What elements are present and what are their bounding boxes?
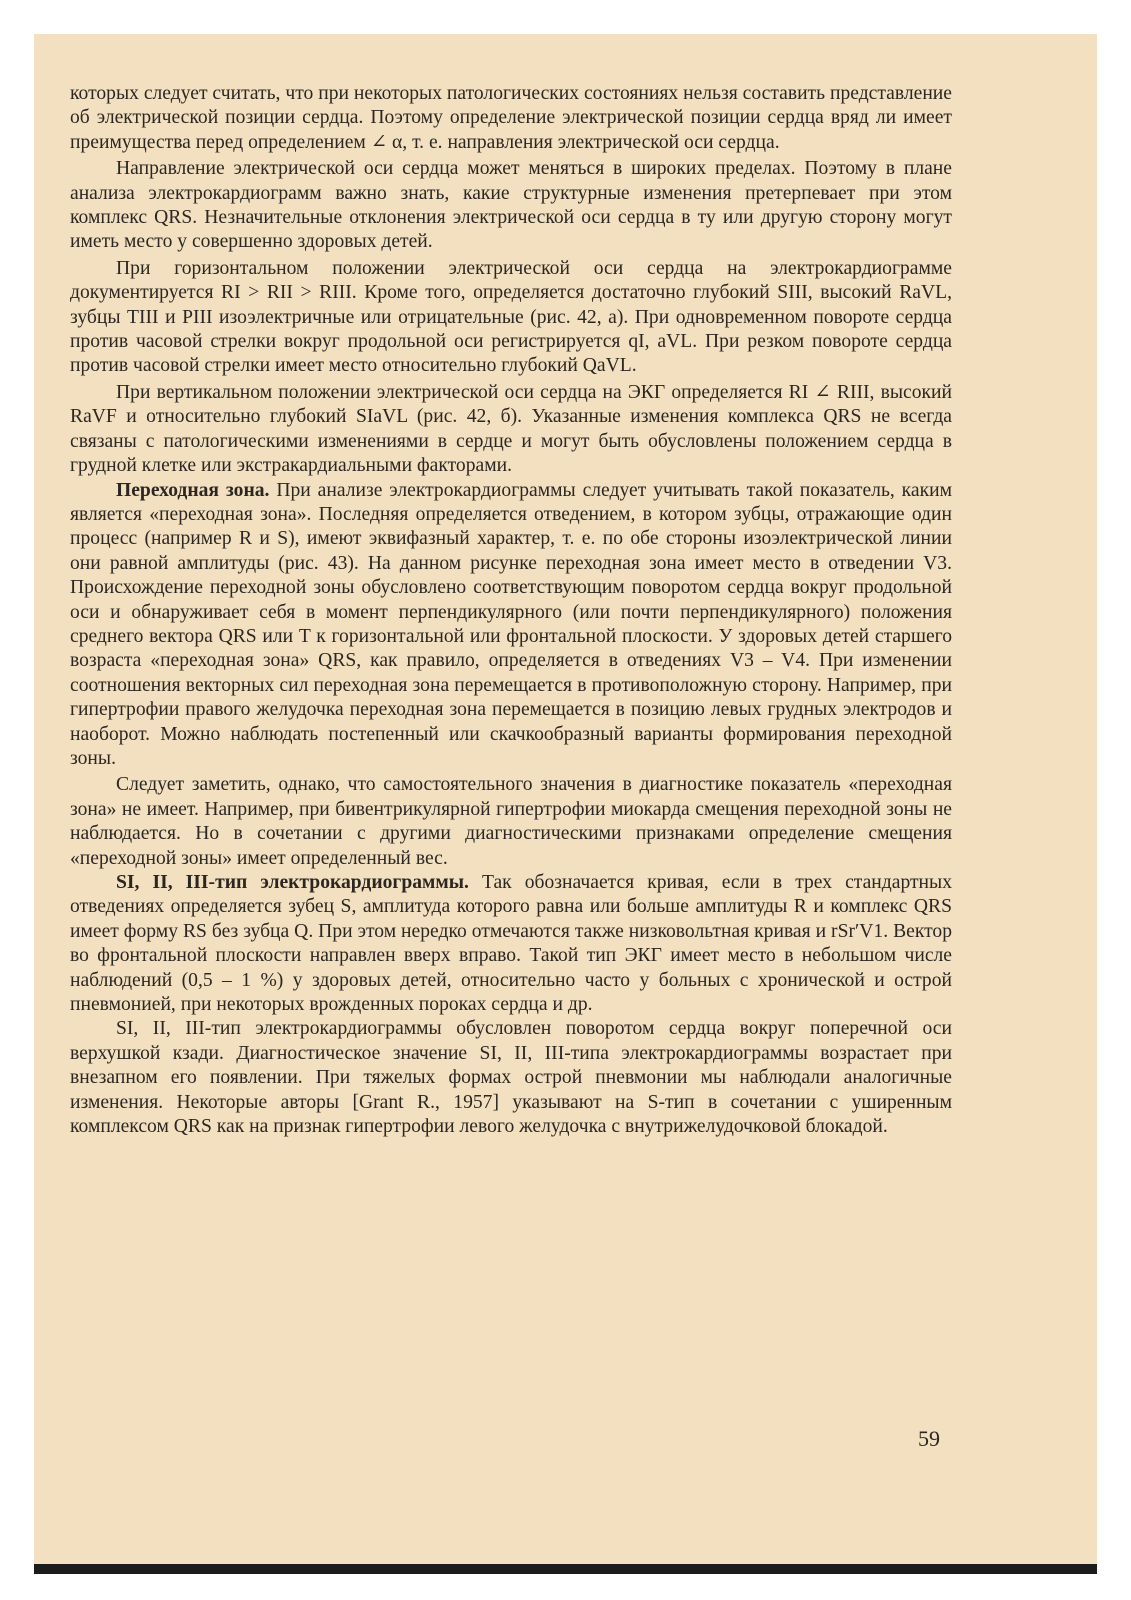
- paragraph-text: Направление электрической оси сердца может меняться в широких пределах. Поэтому в плане анализа электрокардиограмм важно знать, какие структурные изменения претерпевает при этом комплекс QRS. Незначительные отклонения электрической оси сердца в ту или другую сторону могут иметь место у совершенно здоровых детей.: [70, 158, 952, 253]
- paragraph-text: При анализе электрокардиограммы следует учитывать такой показатель, каким является «переходная зона». Последняя определяется отведением, в котором зубцы, отражающие один процесс (например R и S), имеют эквифазный характер, т. е. по обе стороны изоэлектрической линии они равной амплитуды (рис. 43). На данном рисунке переходная зона имеет место в отведении V3. Происхождение переходной зоны обусловлено соответствующим поворотом сердца вокруг продольной оси и обнаруживает себя в момент перпендикулярного (или почти перпендикулярного) положения среднего вектора QRS или T к горизонтальной или фронтальной плоскости. У здоровых детей старшего возраста «переходная зона» QRS, как правило, определяется в отведениях V3 – V4. При изменении соотношения векторных сил переходная зона перемещается в противоположную сторону. Например, при гипертрофии правого желудочка переходная зона перемещается в позицию левых грудных электродов и наоборот. Можно наблюдать постепенный или скачкообразный варианты формирования переходной зоны.: [70, 479, 952, 769]
- section-heading-s-type: SI, II, III-тип электрокардиограммы.: [116, 872, 469, 893]
- paragraph-1: [70, 82, 952, 155]
- body-text: [70, 82, 952, 1139]
- paragraph-text: При вертикальном положении электрической оси сердца на ЭКГ определяется RI ∠ RIII, высокий RaVF и относительно глубокий SIaVL (рис. 42, б). Указанные изменения комплекса QRS не всегда связаны с патологическими изменениями в сердце и могут быть обусловлены положением сердца в грудной клетке или экстракардиальными факторами.: [70, 381, 952, 477]
- page-number: 59: [918, 1426, 940, 1451]
- section-heading-transition-zone: Переходная зона.: [116, 479, 270, 501]
- paragraph-8: [70, 1017, 952, 1139]
- paragraph-text: Так обозначается кривая, если в трех стандартных отведениях определяется зубец S, амплитуда которого равна или больше амплитуды R и комплекс QRS имеет форму RS без зубца Q. При этом нередко отмечаются также низковольтная кривая и rSr′V1. Вектор во фронтальной плоскости направлен вверх вправо. Такой тип ЭКГ имеет место в небольшом числе наблюдений (0,5 – 1 %) у здоровых детей, относительно часто у больных с хронической и острой пневмонией, при некоторых врожденных пороках сердца и др.: [70, 872, 952, 1016]
- paragraph-text: Следует заметить, однако, что самостоятельного значения в диагностике показатель «переходная зона» не имеет. Например, при бивентрикулярной гипертрофии миокарда смещения переходной зоны не наблюдается. Но в сочетании с другими диагностическими признаками определение смещения «переходной зоны» имеет определенный вес.: [70, 774, 952, 869]
- paragraph-text: которых следует считать, что при некоторых патологических состояниях нельзя составить представление об электрической позиции сердца. Поэтому определение электрической позиции сердца вряд ли имеет преимущества перед определением ∠ α, т. е. направления электрической оси сердца.: [70, 83, 952, 153]
- paragraph-text: При горизонтальном положении электрической оси сердца на электрокардиограмме документируется RI > RII > RIII. Кроме того, определяется достаточно глубокий SIII, высокий RaVL, зубцы TIII и PIII изоэлектричные или отрицательные (рис. 42, а). При одновременном повороте сердца против часовой стрелки вокруг продольной оси регистрируется qI, aVL. При резком повороте сердца против часовой стрелки имеет место относительно глубокий QaVL.: [70, 257, 952, 377]
- paragraph-4: [70, 381, 952, 479]
- paragraph-2: [70, 157, 952, 255]
- paragraph-6: [70, 773, 952, 871]
- paragraph-text: SI, II, III-тип электрокардиограммы обусловлен поворотом сердца вокруг поперечной оси верхушкой кзади. Диагностическое значение SI, II, III-типа электрокардиограммы возрастает при внезапном его появлении. При тяжелых формах острой пневмонии мы наблюдали аналогичные изменения. Некоторые авторы [Grant R., 1957] указывают на S-тип в сочетании с уширенным комплексом QRS как на признак гипертрофии левого желудочка с внутрижелудочковой блокадой.: [70, 1018, 952, 1138]
- paragraph-s-type: [70, 871, 952, 1017]
- scan-edge-shadow: [34, 1564, 1097, 1574]
- paragraph-3: [70, 257, 952, 379]
- paragraph-transition-zone: [70, 479, 952, 772]
